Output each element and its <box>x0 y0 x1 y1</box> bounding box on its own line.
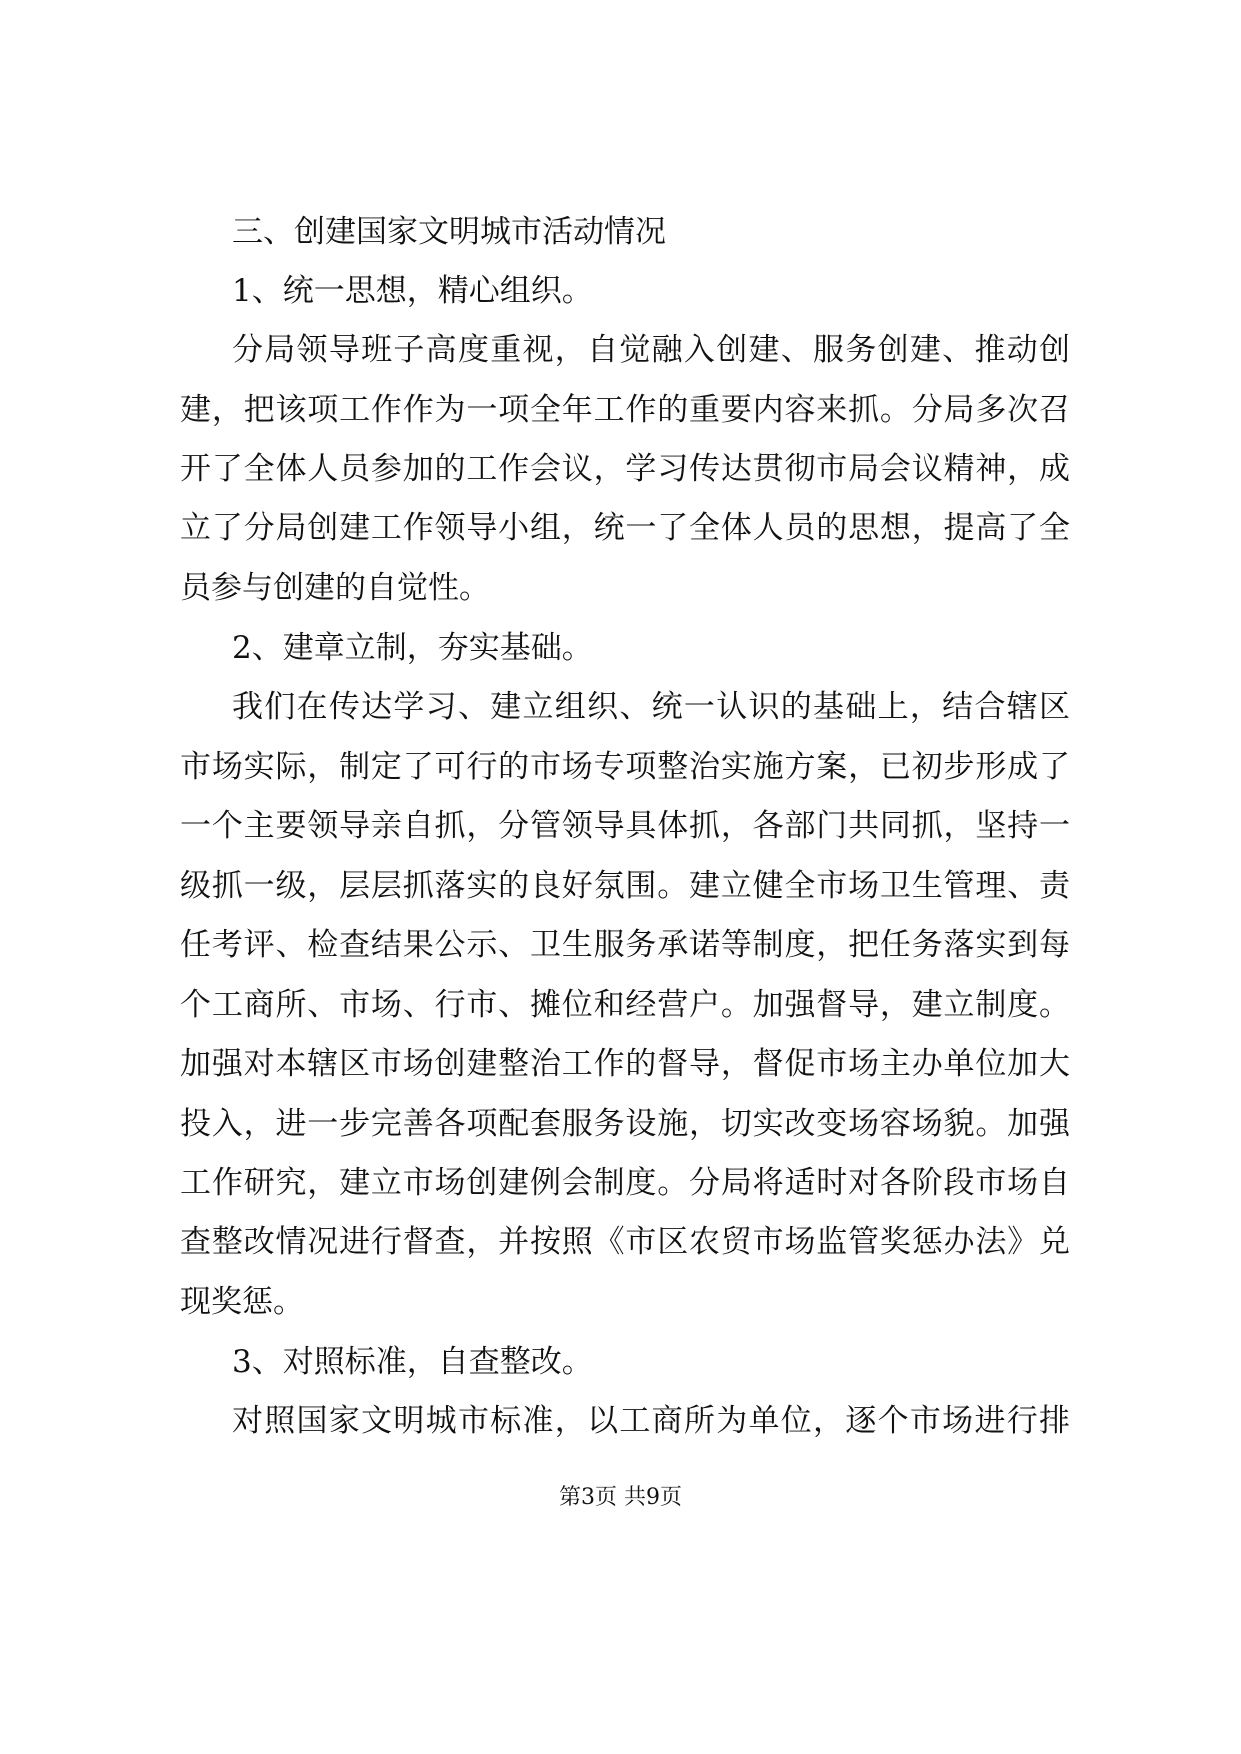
paragraph-line: 一个主要领导亲自抓，分管领导具体抓，各部门共同抓，坚持一 <box>180 808 1070 844</box>
paragraph-line: 现奖惩。 <box>180 1284 304 1320</box>
paragraph-line: 建，把该项工作作为一项全年工作的重要内容来抓。分局多次召 <box>180 392 1070 428</box>
paragraph-line: 立了分局创建工作领导小组，统一了全体人员的思想，提高了全 <box>180 510 1070 546</box>
item-heading: 1、统一思想，精心组织。 <box>232 273 593 309</box>
paragraph-line: 市场实际，制定了可行的市场专项整治实施方案，已初步形成了 <box>180 749 1070 785</box>
paragraph-line: 任考评、检查结果公示、卫生服务承诺等制度，把任务落实到每 <box>180 927 1070 963</box>
page-number-footer: 第3页 共9页 <box>559 1485 682 1510</box>
paragraph-line: 分局领导班子高度重视，自觉融入创建、服务创建、推动创 <box>232 332 1070 368</box>
paragraph-line: 开了全体人员参加的工作会议，学习传达贯彻市局会议精神，成 <box>180 451 1070 487</box>
item-heading: 3、对照标准，自查整改。 <box>232 1344 593 1380</box>
paragraph-line: 工作研究，建立市场创建例会制度。分局将适时对各阶段市场自 <box>180 1165 1070 1201</box>
paragraph-line: 加强对本辖区市场创建整治工作的督导，督促市场主办单位加大 <box>180 1046 1070 1082</box>
paragraph-line: 对照国家文明城市标准，以工商所为单位，逐个市场进行排 <box>232 1403 1070 1439</box>
section-title: 三、创建国家文明城市活动情况 <box>232 214 666 250</box>
item-heading: 2、建章立制，夯实基础。 <box>232 630 593 666</box>
paragraph-line: 投入，进一步完善各项配套服务设施，切实改变场容场貌。加强 <box>180 1106 1070 1142</box>
paragraph-line: 级抓一级，层层抓落实的良好氛围。建立健全市场卫生管理、责 <box>180 868 1070 904</box>
paragraph-line: 查整改情况进行督查，并按照《市区农贸市场监管奖惩办法》兑 <box>180 1224 1070 1260</box>
paragraph-line: 员参与创建的自觉性。 <box>180 570 490 606</box>
paragraph-line: 我们在传达学习、建立组织、统一认识的基础上，结合辖区 <box>232 689 1070 725</box>
paragraph-line: 个工商所、市场、行市、摊位和经营户。加强督导，建立制度。 <box>180 987 1070 1023</box>
